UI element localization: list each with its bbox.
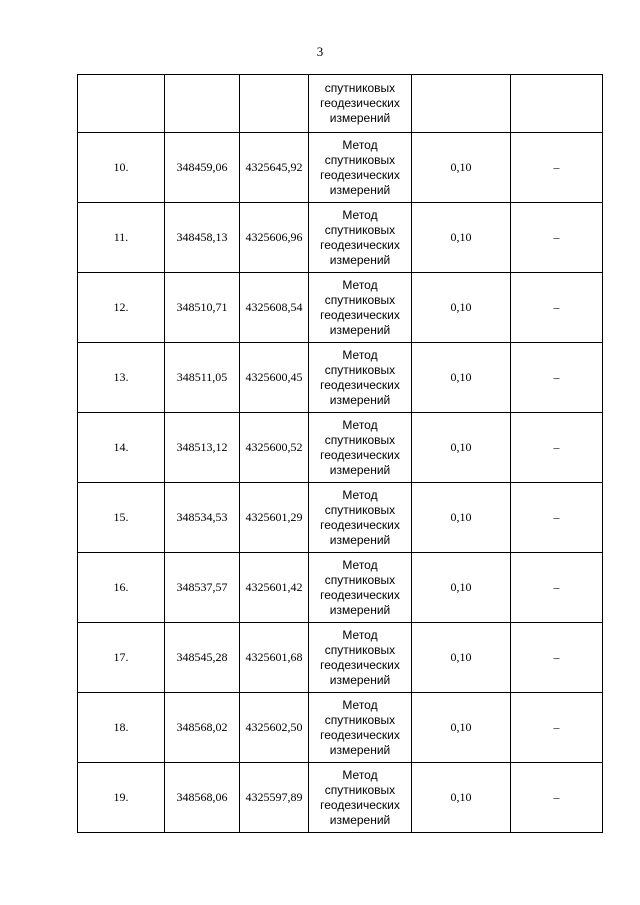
method-line: геодезических <box>320 727 400 742</box>
y-coordinate-cell: 4325597,89 <box>240 763 309 833</box>
table-row <box>78 553 603 623</box>
point-number-cell: 15. <box>78 483 165 553</box>
x-coordinate-cell: 348568,02 <box>165 693 240 763</box>
method-line: спутниковых <box>324 502 396 517</box>
method-line: Метод <box>342 347 378 362</box>
y-coordinate-cell: 4325600,45 <box>240 343 309 413</box>
point-number-cell: 16. <box>78 553 165 623</box>
method-line: Метод <box>342 697 378 712</box>
x-coordinate-cell: 348459,06 <box>165 133 240 203</box>
note-cell: – <box>511 273 603 343</box>
method-cell <box>309 483 412 553</box>
x-coordinate-cell: 348511,05 <box>165 343 240 413</box>
point-number-cell: 18. <box>78 693 165 763</box>
x-coordinate-cell: 348513,12 <box>165 413 240 483</box>
method-line: измерений <box>329 742 391 757</box>
point-number-cell: 19. <box>78 763 165 833</box>
number-cell <box>78 75 165 133</box>
x-coordinate-cell: 348534,53 <box>165 483 240 553</box>
x-coordinate-cell: 348510,71 <box>165 273 240 343</box>
accuracy-cell: 0,10 <box>412 623 511 693</box>
y-coordinate-cell: 4325645,92 <box>240 133 309 203</box>
method-line: Метод <box>342 767 378 782</box>
method-line: измерений <box>329 322 391 337</box>
note-cell: – <box>511 553 603 623</box>
method-line: геодезических <box>320 587 400 602</box>
y-coordinate-cell: 4325600,52 <box>240 413 309 483</box>
table-row <box>78 483 603 553</box>
accuracy-cell: 0,10 <box>412 693 511 763</box>
x-coordinate-cell: 348458,13 <box>165 203 240 273</box>
x-coordinate-cell <box>165 75 240 133</box>
method-line: спутниковых <box>324 642 396 657</box>
y-coordinate-cell: 4325606,96 <box>240 203 309 273</box>
method-cell <box>309 413 412 483</box>
accuracy-cell: 0,10 <box>412 763 511 833</box>
point-number-cell: 14. <box>78 413 165 483</box>
x-coordinate-cell: 348545,28 <box>165 623 240 693</box>
method-cell <box>309 343 412 413</box>
method-line: спутниковых <box>324 152 396 167</box>
method-line: спутниковых <box>324 362 396 377</box>
y-coordinate-cell: 4325608,54 <box>240 273 309 343</box>
method-line: Метод <box>342 207 378 222</box>
method-line: измерений <box>329 111 391 125</box>
method-cell <box>309 133 412 203</box>
accuracy-cell: 0,10 <box>412 203 511 273</box>
method-cell <box>309 75 412 133</box>
table-row-continuation <box>78 75 603 133</box>
table-row <box>78 413 603 483</box>
method-line: измерений <box>329 602 391 617</box>
x-coordinate-cell: 348537,57 <box>165 553 240 623</box>
method-line: спутниковых <box>324 292 396 307</box>
method-line: геодезических <box>320 447 400 462</box>
method-line: Метод <box>342 137 378 152</box>
method-line: спутниковых <box>324 432 396 447</box>
table-row <box>78 693 603 763</box>
method-line: геодезических <box>320 307 400 322</box>
y-coordinate-cell: 4325601,29 <box>240 483 309 553</box>
method-line: Метод <box>342 487 378 502</box>
method-line: Метод <box>342 627 378 642</box>
table-row <box>78 343 603 413</box>
y-coordinate-cell: 4325601,42 <box>240 553 309 623</box>
method-line: геодезических <box>320 237 400 252</box>
point-number-cell: 11. <box>78 203 165 273</box>
y-coordinate-cell: 4325601,68 <box>240 623 309 693</box>
accuracy-cell: 0,10 <box>412 133 511 203</box>
note-cell: – <box>511 343 603 413</box>
method-cell <box>309 693 412 763</box>
point-number-cell: 17. <box>78 623 165 693</box>
page-number: 3 <box>316 44 324 59</box>
coordinates-table-body <box>78 75 603 833</box>
method-line: геодезических <box>320 167 400 182</box>
method-line: спутниковых <box>324 222 396 237</box>
method-line: геодезических <box>320 657 400 672</box>
note-cell: – <box>511 203 603 273</box>
coordinates-table <box>77 74 603 833</box>
note-cell <box>511 75 603 133</box>
method-line: спутниковых <box>324 572 396 587</box>
y-coordinate-cell: 4325602,50 <box>240 693 309 763</box>
method-line: измерений <box>329 672 391 687</box>
table-row <box>78 203 603 273</box>
method-cell <box>309 623 412 693</box>
note-cell: – <box>511 413 603 483</box>
method-cell <box>309 553 412 623</box>
method-line: измерений <box>329 462 391 477</box>
note-cell: – <box>511 483 603 553</box>
method-line: геодезических <box>320 377 400 392</box>
point-number-cell: 13. <box>78 343 165 413</box>
accuracy-cell: 0,10 <box>412 483 511 553</box>
method-line: геодезических <box>320 96 400 110</box>
method-line: Метод <box>342 417 378 432</box>
note-cell: – <box>511 763 603 833</box>
method-line: измерений <box>329 812 391 827</box>
point-number-cell: 12. <box>78 273 165 343</box>
method-line: спутниковых <box>324 81 396 95</box>
method-cell <box>309 763 412 833</box>
method-cell <box>309 273 412 343</box>
method-line: спутниковых <box>324 782 396 797</box>
accuracy-cell: 0,10 <box>412 413 511 483</box>
point-number-cell: 10. <box>78 133 165 203</box>
method-line: Метод <box>342 557 378 572</box>
table-row <box>78 623 603 693</box>
method-line: измерений <box>329 392 391 407</box>
method-line: измерений <box>329 182 391 197</box>
accuracy-cell: 0,10 <box>412 273 511 343</box>
table-row <box>78 273 603 343</box>
method-line: измерений <box>329 252 391 267</box>
note-cell: – <box>511 623 603 693</box>
method-line: геодезических <box>320 517 400 532</box>
accuracy-cell: 0,10 <box>412 553 511 623</box>
accuracy-cell <box>412 75 511 133</box>
table-row <box>78 133 603 203</box>
note-cell: – <box>511 693 603 763</box>
x-coordinate-cell: 348568,06 <box>165 763 240 833</box>
y-coordinate-cell <box>240 75 309 133</box>
table-row <box>78 763 603 833</box>
method-line: Метод <box>342 277 378 292</box>
method-line: геодезических <box>320 797 400 812</box>
method-line: измерений <box>329 532 391 547</box>
method-cell <box>309 203 412 273</box>
note-cell: – <box>511 133 603 203</box>
accuracy-cell: 0,10 <box>412 343 511 413</box>
method-line: спутниковых <box>324 712 396 727</box>
